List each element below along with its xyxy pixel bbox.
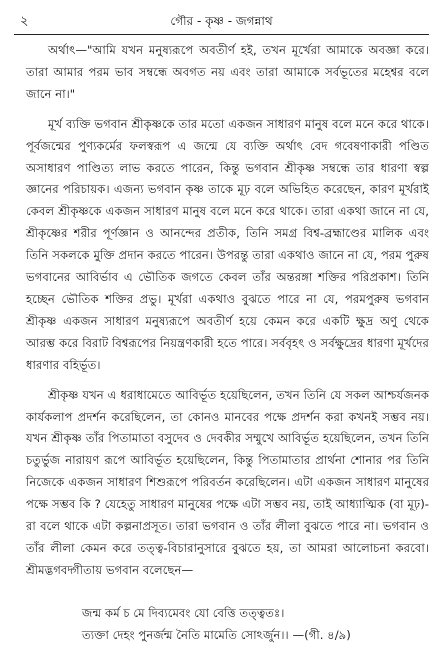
verse-line-2: ত্যক্তা দেহং পুনর্জন্ম নৈতি মামেতি সোঽর্জুন।। —(গী. ৪/৯) [82,627,351,642]
header-divider [14,34,429,35]
verse-line-1: জন্ম কর্ম চ মে দিব্যমেবং যো বেত্তি তত্ত্বতঃ। [82,606,285,620]
running-title: গৌর - কৃষ্ণ - জগন্নাথ [170,14,273,28]
body-text [26,40,429,590]
page-header [14,12,429,32]
paragraph-quote-meaning: অর্থাৎ—"আমি যখন মনুষ্যরূপে অবতীর্ণ হই, তখন মূর্খেরা আমাকে অবজ্ঞা করে। তারা আমার পরম ভাব সম্বন্ধে অবগত নয় এবং তারা আমাকে সর্বভূতের মহেশ্বর বলে জানে না।" [26,43,429,101]
paragraph-krishna-appearance: শ্রীকৃষ্ণ যখন এ ধরাধামেতে আবির্ভূত হয়েছিলেন, তখন তিনি যে সকল আশ্চর্যজনক কার্যকলাপ প্রদর্শন করেছিলেন, তা কোনও মানবের পক্ষে প্রদর্শন করা কখনই সম্ভব নয়। যখন শ্রীকৃষ্ণ তাঁর পিতামাতা বসুদেব ও দেবকীর সম্মুখে আবির্ভূত হয়েছিলেন, তখন তিনি চতুর্ভুজ নারায়ণ রূপে আবির্ভূত হয়েছিলেন, কিন্তু পিতামাতার প্রার্থনা শোনার পর তিনি নিজেকে একজন সাধারণ শিশুরূপে পরিবর্তন করেছিলেন। এটা একজন সাধারণ মানুষের পক্ষে সম্ভব কি ? যেহেতু সাধারণ মানুষের পক্ষে এটা সম্ভব নয়, তাই আধ্যাত্মিক (বা মূঢ়)-রা বলে থাকে এটা কল্পনাপ্রসূত। তারা ভগবান ও তাঁর লীলা বুঝতে পারে না। ভগবান ও তাঁর লীলা কেমন করে তত্ত্ব-বিচারানুসারে বুঝতে হয়, তা আমরা আলোচনা করবো। শ্রীমদ্ভগবদ্গীতায় ভগবান বলেছেন— [26,387,429,577]
page-number: ২ [20,14,29,29]
sanskrit-verse [20,603,429,646]
paragraph-fools-view: মূর্খ ব্যক্তি ভগবান শ্রীকৃষ্ণকে তার মতো একজন সাধারণ মানুষ বলে মনে করে থাকে। পূর্বজন্মের পুণ্যকর্মের ফলস্বরূপ এ জন্মে যে ব্যক্তি অর্থাৎ বেদ গবেষণাকারী পণ্ডিত অসাধারণ পাণ্ডিত্য লাভ করতে পারেন, কিন্তু ভগবান শ্রীকৃষ্ণ সম্বন্ধে তার ধারণা স্বল্প জ্ঞানের পরিচায়ক। এজন্য ভগবান কৃষ্ণ তাকে মূঢ় বলে অভিহিত করেছেন, কারণ মূর্খরাই কেবল শ্রীকৃষ্ণকে একজন সাধারণ মানুষ বলে মনে করে থাকে। তারা একথা জানে না যে, শ্রীকৃষ্ণের শরীর পূর্ণজ্ঞান ও আনন্দের প্রতীক, তিনি সমগ্র বিশ্ব-ব্রহ্মাণ্ডের মালিক এবং তিনি সকলকে মুক্তি প্রদান করতে পারেন। উপরন্তু তারা একথাও জানে না যে, পরম পুরুষ ভগবানের আবির্ভাব এ ভৌতিক জগতে কেবল তাঁর অন্তরঙ্গা শক্তির পরিপ্রকাশ। তিনি হচ্ছেন ভৌতিক শক্তির প্রভু। মূর্খরা একথাও বুঝতে পারে না যে, পরমপুরুষ ভগবান শ্রীকৃষ্ণ একজন সাধারণ মনুষ্যরূপে অবতীর্ণ হয়ে কেমন করে একটি ক্ষুদ্র অণু থেকে আরম্ভ করে বিরাট বিশ্বরূপের নিয়ন্ত্রণকারী হতে পারে। সর্ববৃহৎ ও সর্বক্ষুদ্রের ধারণা মূর্খদের ধারণার বহির্ভূত। [26,116,429,372]
